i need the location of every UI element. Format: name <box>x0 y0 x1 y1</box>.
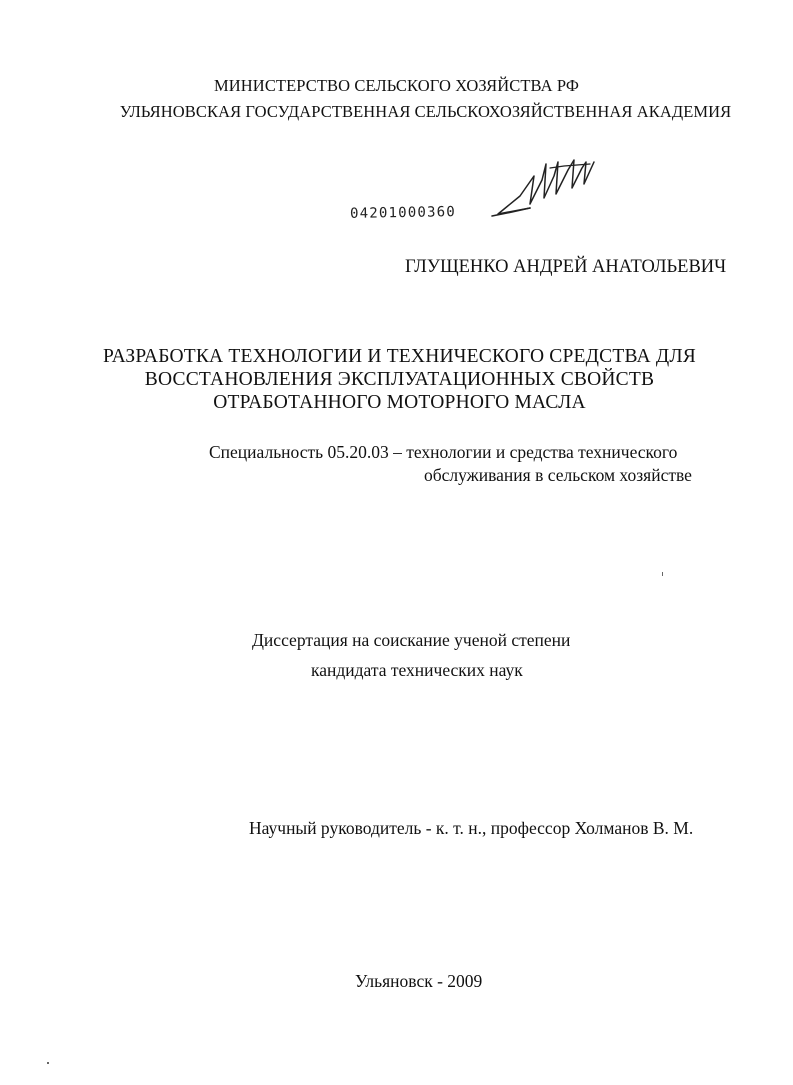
place-year: Ульяновск - 2009 <box>355 971 483 991</box>
academy-heading: УЛЬЯНОВСКАЯ ГОСУДАРСТВЕННАЯ СЕЛЬСКОХОЗЯЙСТВЕННАЯ АКАДЕМИЯ <box>119 102 732 121</box>
ministry-heading: МИНИСТЕРСТВО СЕЛЬСКОГО ХОЗЯЙСТВА РФ <box>214 76 579 95</box>
handwritten-signature <box>490 158 600 222</box>
title-line-2: ВОССТАНОВЛЕНИЯ ЭКСПЛУАТАЦИОННЫХ СВОЙСТВ <box>144 369 655 390</box>
dissertation-line-2: кандидата технических наук <box>311 660 523 680</box>
specialty-line-1: Специальность 05.20.03 – технологии и средства технического <box>209 442 678 462</box>
specialty-line-2: обслуживания в сельском хозяйстве <box>424 465 692 485</box>
title-line-1: РАЗРАБОТКА ТЕХНОЛОГИИ И ТЕХНИЧЕСКОГО СРЕДСТВА ДЛЯ <box>103 346 696 367</box>
supervisor-line: Научный руководитель - к. т. н., профессор Холманов В. М. <box>249 818 694 838</box>
registration-number-stamp: 04201000360 <box>349 204 457 222</box>
author-name: ГЛУЩЕНКО АНДРЕЙ АНАТОЛЬЕВИЧ <box>405 257 727 277</box>
scan-speck <box>662 572 663 576</box>
title-line-3: ОТРАБОТАННОГО МОТОРНОГО МАСЛА <box>213 392 586 413</box>
scan-speck <box>47 1062 49 1064</box>
dissertation-line-1: Диссертация на соискание ученой степени <box>252 630 571 650</box>
